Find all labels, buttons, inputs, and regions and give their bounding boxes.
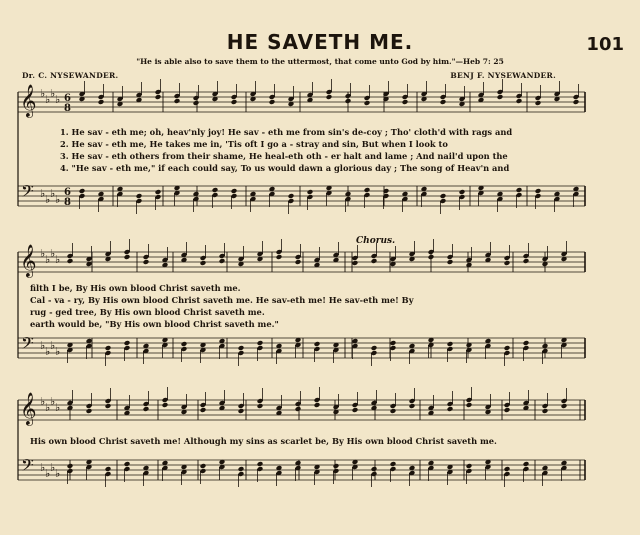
verse-line-4: 4. "He sav - eth me," if each could say, To us would dawn a glorious day ; The song of Heav'n and <box>60 163 510 173</box>
treble-note <box>238 408 245 414</box>
bass-note <box>371 345 378 351</box>
treble-note <box>257 403 264 409</box>
treble-note <box>219 258 226 264</box>
bass-note <box>288 193 295 199</box>
flat-sign: ♭ <box>45 253 51 266</box>
flat-sign: ♭ <box>50 339 56 352</box>
bass-note <box>523 340 530 346</box>
verse-line-3: 3. He sav - eth others from their shame, He heal-eth oth - er halt and lame ; And nail'd upon the <box>60 151 508 161</box>
flat-sign: ♭ <box>40 395 46 408</box>
bass-note <box>466 463 473 469</box>
bass-note <box>257 340 264 346</box>
bass-note <box>504 466 511 472</box>
flat-sign: ♭ <box>45 193 51 206</box>
treble-note <box>447 259 454 265</box>
bass-note <box>371 466 378 472</box>
𝄢: 𝄢 <box>21 333 34 357</box>
bass-note <box>307 189 314 195</box>
treble-note <box>573 99 580 105</box>
treble-note <box>276 254 283 260</box>
epigraph: "He is able also to save them to the uttermost, that come unto God by him."—Heb 7: 25 <box>136 57 504 66</box>
flat-sign: ♭ <box>55 401 61 414</box>
𝄢: 𝄢 <box>21 455 34 479</box>
bass-note <box>124 340 131 346</box>
flat-sign: ♭ <box>40 87 46 100</box>
bass-note <box>124 461 131 467</box>
bass-note <box>155 189 162 195</box>
time-signature: 8 <box>64 103 71 114</box>
verse-line-9: His own blood Christ saveth me! Although my sins as scarlet be, By His own blood Christ saveth me. <box>30 436 497 446</box>
treble-note <box>124 254 131 260</box>
bass-note <box>535 188 542 194</box>
verse-line-8: earth would be, "By His own blood Christ saveth me." <box>30 319 279 329</box>
𝄞: 𝄞 <box>20 84 37 117</box>
treble-note <box>440 99 447 105</box>
flat-sign: ♭ <box>55 467 61 480</box>
treble-note <box>200 407 207 413</box>
bass-note <box>523 461 530 467</box>
time-signature: 6 <box>64 187 71 198</box>
treble-note <box>295 406 302 412</box>
bass-note <box>238 466 245 472</box>
flat-sign: ♭ <box>50 395 56 408</box>
treble-note <box>516 98 523 104</box>
time-signature: 6 <box>64 93 71 104</box>
treble-note <box>504 407 511 413</box>
flat-sign: ♭ <box>45 467 51 480</box>
bass-note <box>105 466 112 472</box>
treble-note <box>447 406 454 412</box>
flat-sign: ♭ <box>45 93 51 106</box>
bass-note <box>314 341 321 347</box>
treble-note <box>143 259 150 265</box>
bass-note <box>136 193 143 199</box>
flat-sign: ♭ <box>55 253 61 266</box>
bass-note <box>212 187 219 193</box>
treble-note <box>371 258 378 264</box>
treble-note <box>561 403 568 409</box>
bass-note <box>459 189 466 195</box>
treble-note <box>542 408 549 414</box>
bass-note <box>105 345 112 351</box>
treble-note <box>193 100 200 106</box>
bass-note <box>231 188 238 194</box>
flat-sign: ♭ <box>50 461 56 474</box>
bass-note <box>238 345 245 351</box>
treble-note <box>466 402 473 408</box>
treble-note <box>105 403 112 409</box>
bass-note <box>200 463 207 469</box>
flat-sign: ♭ <box>40 187 46 200</box>
treble-note <box>155 94 162 100</box>
verse-line-7: rug - ged tree, By His own blood Christ saveth me. <box>30 307 265 317</box>
bass-note <box>181 341 188 347</box>
treble-note <box>295 259 302 265</box>
flat-sign: ♭ <box>50 247 56 260</box>
treble-note <box>504 260 511 266</box>
bass-note <box>67 463 74 469</box>
treble-note <box>269 99 276 105</box>
chorus-label: Chorus. <box>356 236 396 246</box>
flat-sign: ♭ <box>40 461 46 474</box>
verse-line-1: 1. He sav - eth me; oh, heav'nly joy! He sav - eth me from sin's de-coy ; Tho' cloth'd with rags and <box>60 127 513 137</box>
bass-note <box>504 345 511 351</box>
bass-note <box>440 193 447 199</box>
lyricist-credit: BENJ F. NYSEWANDER. <box>450 71 556 80</box>
bass-note <box>79 188 86 194</box>
treble-note <box>98 99 105 105</box>
verse-line-6: Cal - va - ry, By His own blood Christ saveth me. He sav-eth me! He sav-eth me! By <box>30 295 414 305</box>
page-number: 101 <box>586 34 624 55</box>
treble-note <box>409 403 416 409</box>
treble-note <box>162 402 169 408</box>
treble-note <box>326 94 333 100</box>
bass-note <box>364 187 371 193</box>
bass-note <box>257 461 264 467</box>
treble-note <box>345 98 352 104</box>
verse-line-2: 2. He sav - eth me, He takes me in, 'Tis oft I go a - stray and sin, But when I look to <box>60 139 448 149</box>
treble-note <box>231 99 238 105</box>
bass-note <box>516 187 523 193</box>
treble-note <box>523 258 530 264</box>
treble-note <box>86 408 93 414</box>
composer-credit: Dr. C. NYSEWANDER. <box>22 71 119 80</box>
treble-note <box>67 258 74 264</box>
bass-note <box>447 341 454 347</box>
treble-note <box>402 99 409 105</box>
bass-note <box>333 463 340 469</box>
𝄢: 𝄢 <box>21 181 34 205</box>
bass-note <box>390 340 397 346</box>
treble-note <box>390 408 397 414</box>
flat-sign: ♭ <box>55 193 61 206</box>
treble-note <box>200 260 207 266</box>
𝄞: 𝄞 <box>20 392 37 425</box>
flat-sign: ♭ <box>50 87 56 100</box>
treble-note <box>364 100 371 106</box>
page-title: HE SAVETH ME. <box>226 30 414 54</box>
treble-note <box>428 254 435 260</box>
flat-sign: ♭ <box>55 345 61 358</box>
time-signature: 8 <box>64 197 71 208</box>
treble-note <box>352 260 359 266</box>
treble-note <box>314 402 321 408</box>
treble-note <box>174 98 181 104</box>
flat-sign: ♭ <box>45 345 51 358</box>
flat-sign: ♭ <box>50 187 56 200</box>
bass-note <box>390 461 397 467</box>
𝄞: 𝄞 <box>20 244 37 277</box>
treble-note <box>143 406 150 412</box>
flat-sign: ♭ <box>45 401 51 414</box>
treble-note <box>535 100 542 106</box>
treble-note <box>352 407 359 413</box>
flat-sign: ♭ <box>40 247 46 260</box>
verse-line-5: filth I be, By His own blood Christ saveth me. <box>30 283 241 293</box>
treble-note <box>497 94 504 100</box>
flat-sign: ♭ <box>40 339 46 352</box>
flat-sign: ♭ <box>55 93 61 106</box>
